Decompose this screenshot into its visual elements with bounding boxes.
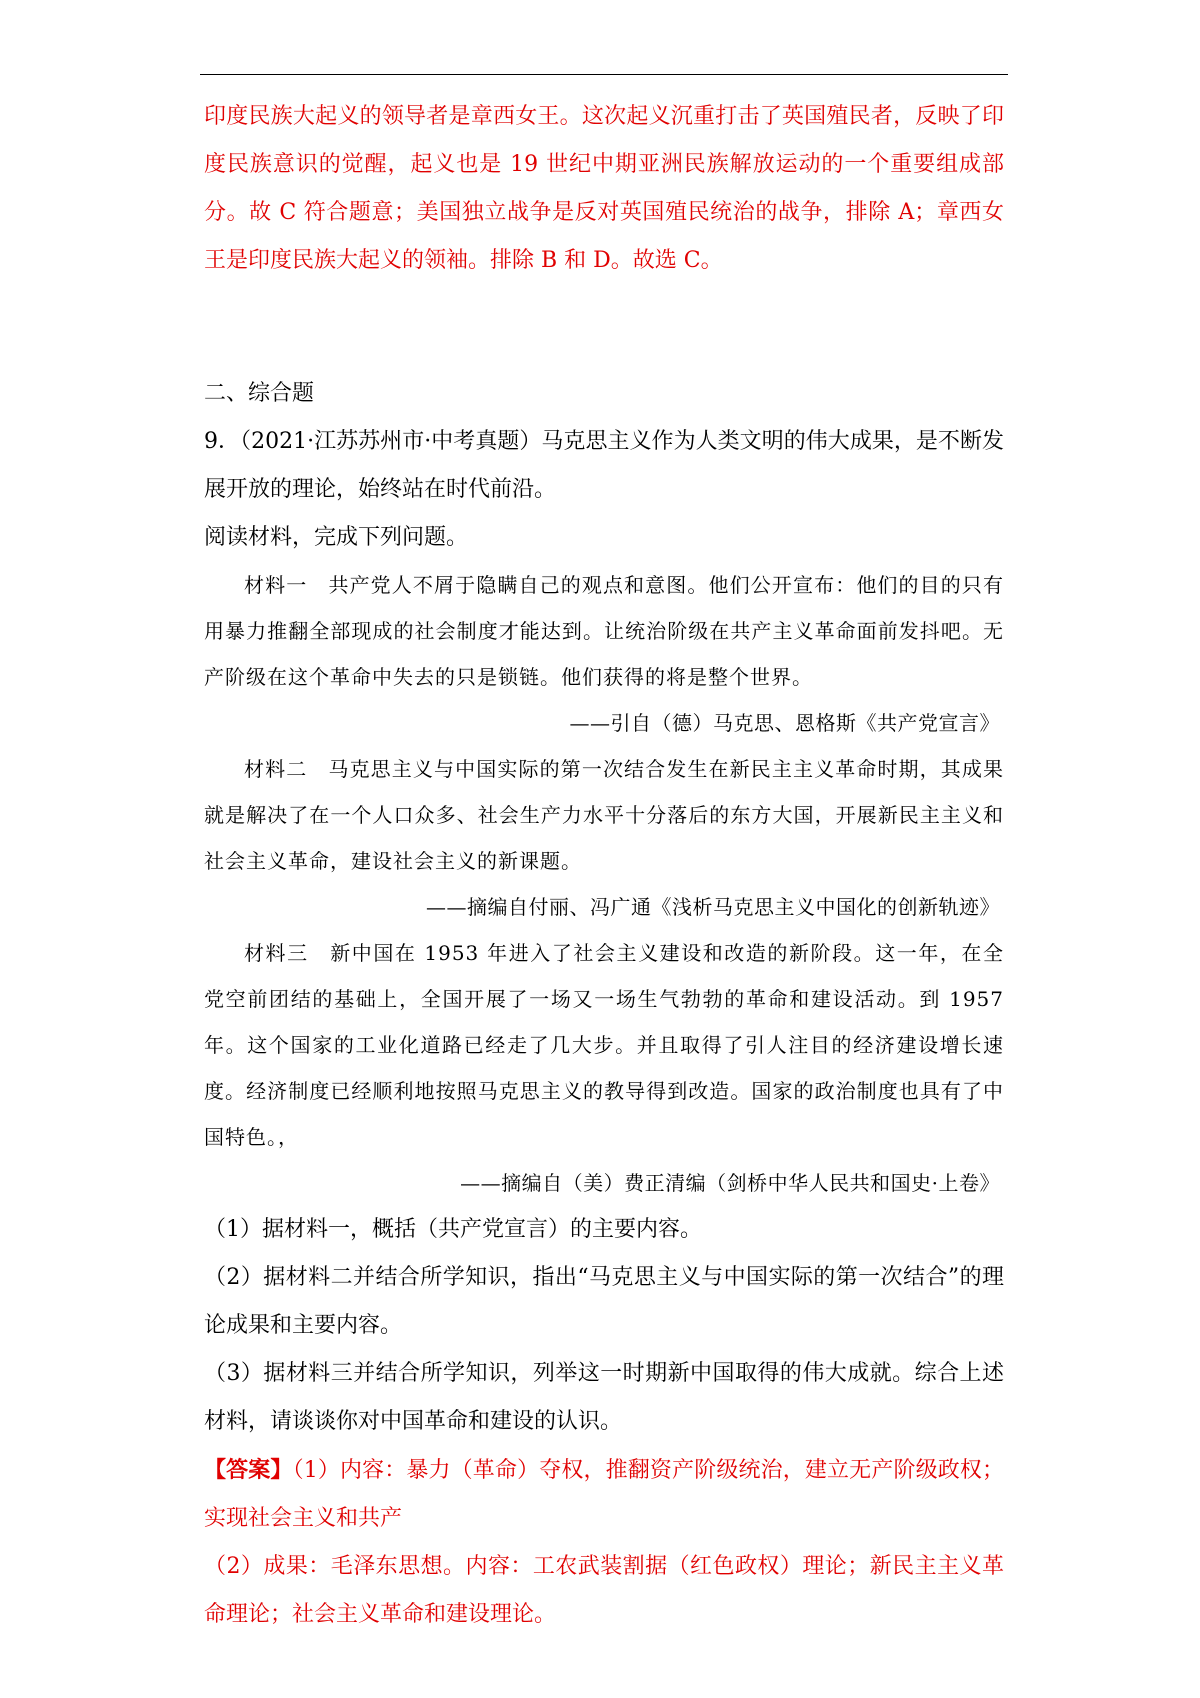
- answer-part-1-text: （1）内容：暴力（革命）夺权，推翻资产阶级统治，建立无产阶级政权；实现社会主义和共产: [204, 1458, 1004, 1531]
- material-2-source: ——摘编自付丽、冯广通《浅析马克思主义中国化的创新轨迹》: [426, 895, 1000, 919]
- section-title: 二、综合题: [204, 381, 315, 406]
- material-3: 材料三 新中国在 1953 年进入了社会主义建设和改造的新阶段。这一年，在全党空前团结的基础上，全国开展了一场又一场生气勃勃的革命和建设活动。到 1957 年。这个国家的工业化道路已经走了几大步。并且取得了引人注目的经济建设增长速度。经济制度已经顺利地按照马克思主义的教导得到改造。国家的政治制度也具有了中国特色。，: [204, 941, 1004, 1149]
- answer-part-1: [204, 1446, 1004, 1543]
- material-1: 材料一 共产党人不屑于隐瞒自己的观点和意图。他们公开宣布：他们的目的只有用暴力推翻全部现成的社会制度才能达到。让统治阶级在共产主义革命面前发抖吧。无产阶级在这个革命中失去的只是锁链。他们获得的将是整个世界。: [204, 573, 1004, 689]
- subquestion-3: （3）据材料三并结合所学知识，列举这一时期新中国取得的伟大成就。综合上述材料，请谈谈你对中国革命和建设的认识。: [204, 1361, 1004, 1434]
- material-2: 材料二 马克思主义与中国实际的第一次结合发生在新民主主义革命时期，其成果就是解决了在一个人口众多、社会生产力水平十分落后的东方大国，开展新民主主义和社会主义革命，建设社会主义的新课题。: [204, 757, 1004, 873]
- subquestion-2: （2）据材料二并结合所学知识，指出“马克思主义与中国实际的第一次结合”的理论成果和主要内容。: [204, 1265, 1004, 1338]
- material-3-source: ——摘编自（美）费正清编（剑桥中华人民共和国史·上卷》: [460, 1171, 1000, 1195]
- question-instruction: 阅读材料，完成下列问题。: [204, 525, 469, 550]
- answer-label: 【答案】: [204, 1457, 293, 1483]
- question-stem: 9．（2021·江苏苏州市·中考真题）马克思主义作为人类文明的伟大成果，是不断发展开放的理论，始终站在时代前沿。: [204, 429, 1004, 502]
- answer-part-2: （2）成果：毛泽东思想。内容：工农武装割据（红色政权）理论；新民主主义革命理论；社会主义革命和建设理论。: [204, 1554, 1004, 1627]
- previous-answer-explanation: 印度民族大起义的领导者是章西女王。这次起义沉重打击了英国殖民者，反映了印度民族意识的觉醒，起义也是 19 世纪中期亚洲民族解放运动的一个重要组成部分。故 C 符合题意；美国独立战争是反对英国殖民统治的战争，排除 A；章西女王是印度民族大起义的领袖。排除 B 和 D。故选 C。: [204, 104, 1004, 273]
- material-1-source: ——引自（德）马克思、恩格斯《共产党宣言》: [569, 711, 1000, 735]
- header-rule: [200, 74, 1008, 75]
- subquestion-1: （1）据材料一，概括（共产党宣言）的主要内容。: [204, 1217, 702, 1242]
- page-content: [204, 93, 1004, 1639]
